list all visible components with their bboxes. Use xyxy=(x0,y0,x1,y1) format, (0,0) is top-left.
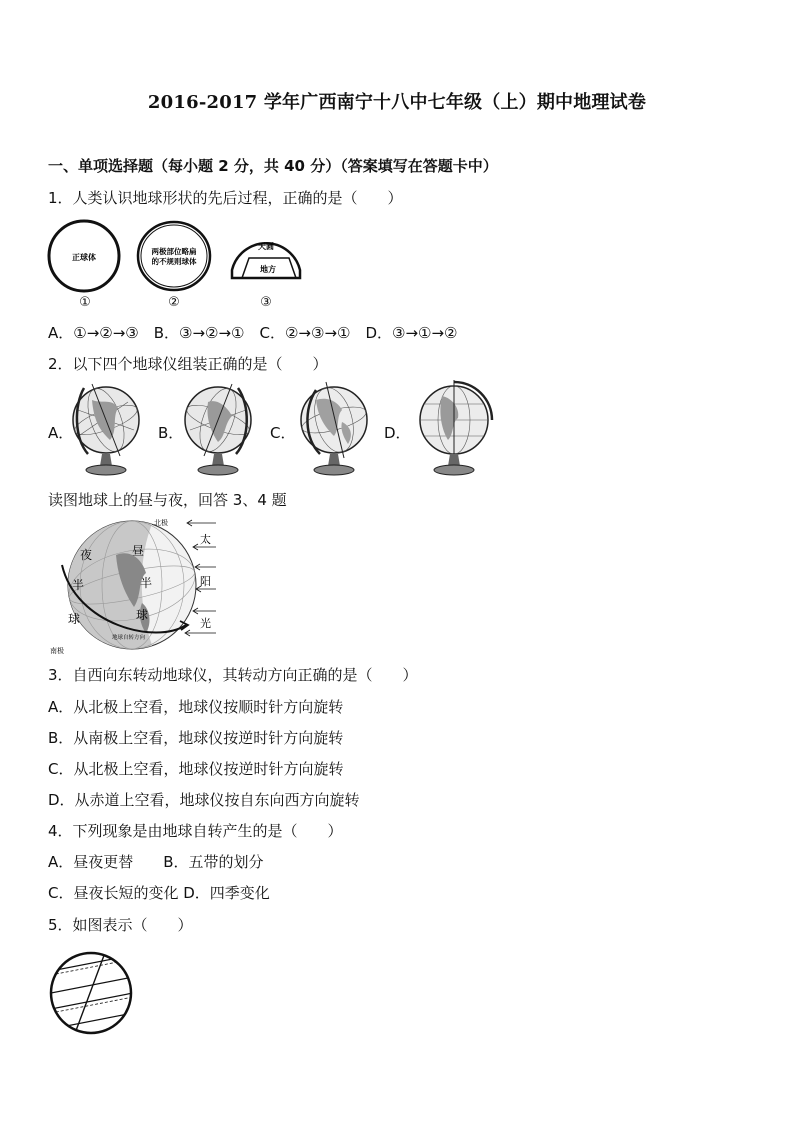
ellipsoid-label-2: 的不规则球体 xyxy=(151,257,197,266)
q2-option-d-letter: D． xyxy=(384,424,411,442)
day-night-figure xyxy=(46,515,218,655)
q2-option-a-letter: A． xyxy=(48,424,74,442)
intro-questions-3-4: 读图地球上的昼与夜，回答 3、4 题 xyxy=(48,491,287,509)
q3-option-a: A．从北极上空看，地球仪按顺时针方向旋转 xyxy=(48,698,344,716)
q2-option-c-letter: C． xyxy=(270,424,296,442)
question-2-stem: 2．以下四个地球仪组装正确的是（ ） xyxy=(48,355,328,373)
question-5-stem: 5．如图表示（ ） xyxy=(48,916,193,934)
south-pole-label: 南极 xyxy=(50,647,64,655)
night-char-1: 夜 xyxy=(80,548,93,562)
question-3-stem: 3．自西向东转动地球仪，其转动方向正确的是（ ） xyxy=(48,666,418,684)
q1-figures xyxy=(46,218,314,298)
globe-a-figure xyxy=(66,380,148,480)
question-1-stem: 1．人类认识地球形状的先后过程，正确的是（ ） xyxy=(48,189,403,207)
dome-figure xyxy=(232,241,300,278)
sun-char-3: 光 xyxy=(200,617,211,630)
globe-d-figure xyxy=(412,378,496,480)
caption-2: ② xyxy=(168,295,180,310)
q3-option-d: D．从赤道上空看，地球仪按自东向西方向旋转 xyxy=(48,791,360,809)
day-char-3: 球 xyxy=(136,608,149,622)
globe-c-figure xyxy=(294,380,376,480)
rotation-label: 地球自转方向 xyxy=(112,635,146,641)
globe-b-figure xyxy=(178,380,260,480)
q4-options-line-1: A．昼夜更替 B．五带的划分 xyxy=(48,853,264,871)
q4-options-line-2: C．昼夜长短的变化 D．四季变化 xyxy=(48,884,270,902)
north-pole-label: 北极 xyxy=(154,519,168,527)
q3-option-b: B．从南极上空看，地球仪按逆时针方向旋转 xyxy=(48,729,344,747)
day-char-2: 半 xyxy=(140,576,153,590)
caption-3: ③ xyxy=(260,295,272,310)
q3-option-c: C．从北极上空看，地球仪按逆时针方向旋转 xyxy=(48,760,344,778)
day-char-1: 昼 xyxy=(132,544,145,558)
sphere-label: 正球体 xyxy=(72,253,96,262)
sun-char-1: 太 xyxy=(200,533,211,546)
question-1-options: A．①→②→③ B．③→②→① C．②→③→① D．③→①→② xyxy=(48,324,458,342)
section-heading: 一、单项选择题（每小题 2 分，共 40 分）（答案填写在答题卡中） xyxy=(48,157,498,175)
page-title: 2016-2017 学年广西南宁十八中七年级（上）期中地理试卷 xyxy=(147,92,647,113)
ellipsoid-figure xyxy=(138,222,210,290)
sun-char-2: 阳 xyxy=(200,575,211,588)
night-char-3: 球 xyxy=(68,612,81,626)
ellipsoid-label-1: 两极部位略扁 xyxy=(151,247,197,256)
q5-globe-figure xyxy=(46,950,138,1036)
question-4-stem: 4．下列现象是由地球自转产生的是（ ） xyxy=(48,822,343,840)
night-char-2: 半 xyxy=(72,578,85,592)
sphere-figure xyxy=(49,221,119,291)
q2-option-b-letter: B． xyxy=(158,424,184,442)
caption-1: ① xyxy=(79,295,91,310)
dome-bottom-label: 地方 xyxy=(260,265,276,274)
dome-top-label: 天圆 xyxy=(258,242,274,251)
